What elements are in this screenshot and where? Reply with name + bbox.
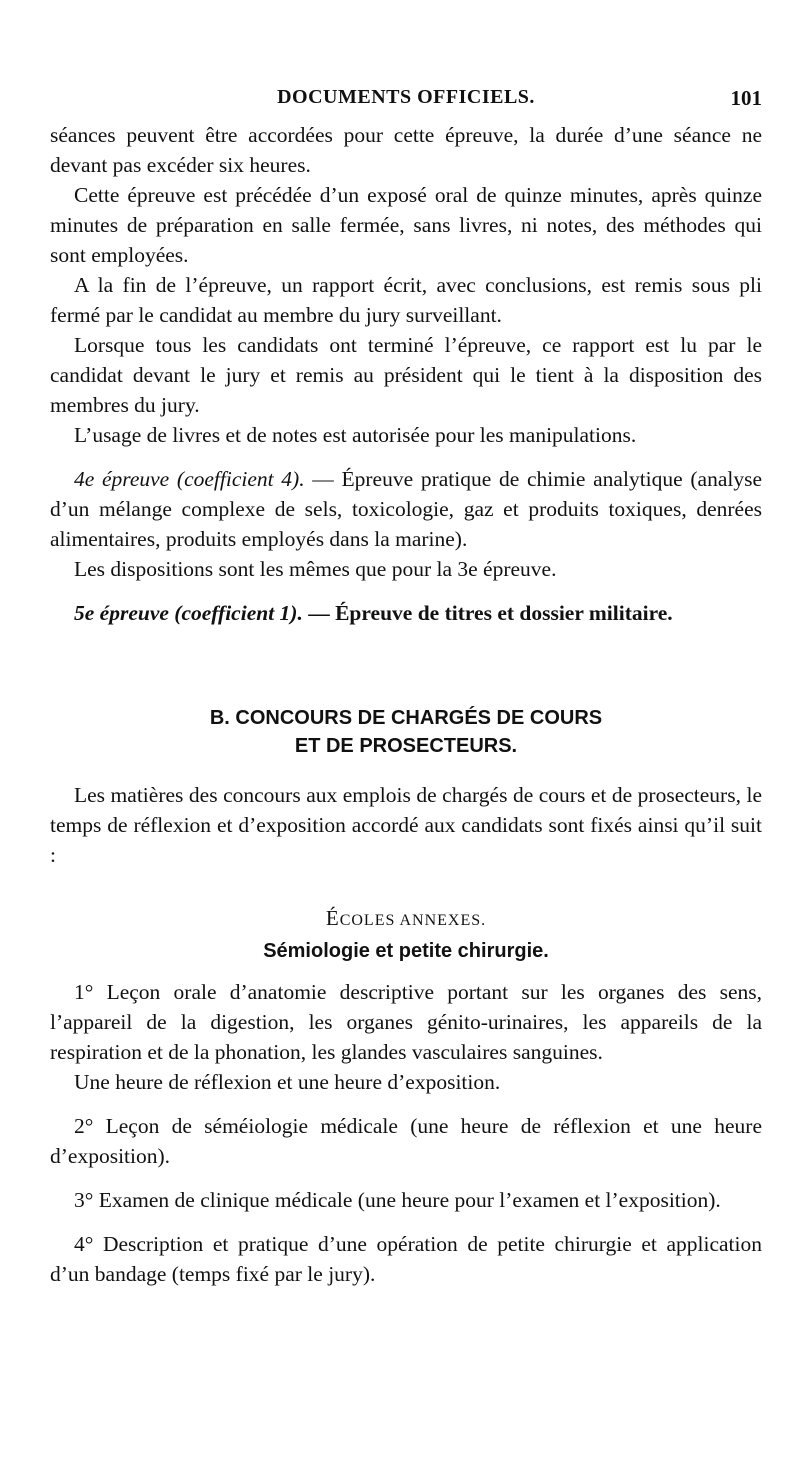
page-number: 101: [730, 86, 762, 110]
paragraph-usage-livres: L’usage de livres et de notes est autorisée pour les manipulations.: [74, 423, 637, 447]
list-item: 3° Examen de clinique médicale (une heure pour l’examen et l’exposition).: [74, 1188, 721, 1212]
section-title-line-2: ET DE PROSECTEURS.: [294, 735, 518, 757]
paragraph-epreuve-5: [50, 598, 762, 628]
paragraph-seances: séances peuvent être accordées pour cette épreuve, la durée d’une séance ne devant pas excéder six heures.: [50, 123, 762, 177]
document-page: [50, 86, 762, 1289]
section-title: [50, 704, 762, 760]
paragraph-section-intro: Les matières des concours aux emplois de chargés de cours et de prosecteurs, le temps de réflexion et d’exposition accordé aux candidats sont fixés ainsi qu’il suit :: [50, 783, 762, 867]
list-item: 4° Description et pratique d’une opération de petite chirurgie et application d’un bandage (temps fixé par le jury).: [50, 1232, 762, 1286]
epreuve-4-label: 4e épreuve (coefficient 4).: [74, 467, 305, 491]
paragraph-rapport: A la fin de l’épreuve, un rapport écrit, avec conclusions, est remis sous pli fermé par le candidat au membre du jury surveillant.: [50, 273, 762, 327]
list-item: 1° Leçon orale d’anatomie descriptive portant sur les organes des sens, l’appareil de la digestion, les organes génito-urinaires, les appareils de la respiration et de la phonation, les glandes vasculaires sanguines.: [50, 980, 762, 1064]
section-title-line-1: B. CONCOURS DE CHARGÉS DE COURS: [209, 707, 603, 729]
paragraph-lecture-rapport: Lorsque tous les candidats ont terminé l’épreuve, ce rapport est lu par le candidat devant le jury et remis au président qui le tient à la disposition des membres du jury.: [50, 333, 762, 417]
paragraph-expose-oral: Cette épreuve est précédée d’un exposé oral de quinze minutes, après quinze minutes de préparation en salle fermée, sans livres, ni notes, des méthodes qui sont employées.: [50, 183, 762, 267]
page-header: [50, 86, 762, 120]
subheading-initial: É: [325, 906, 340, 930]
subheading-rest: COLES ANNEXES.: [339, 912, 487, 929]
epreuve-5-label: 5e épreuve (coefficient 1).: [74, 601, 303, 625]
subheading-semiologie: Sémiologie et petite chirurgie.: [263, 940, 549, 962]
epreuve-5-text: — Épreuve de titres et dossier militaire.: [302, 601, 673, 625]
epreuve-4-text: — Épreuve pratique de chimie analytique (analyse d’un mélange complexe de sels, toxicologie, gaz et produits toxiques, denrées alimentaires, produits employés dans la marine).: [50, 467, 763, 551]
subheading-ecoles-annexes: [50, 906, 762, 931]
list-item: Une heure de réflexion et une heure d’exposition.: [74, 1070, 501, 1094]
list-item: 2° Leçon de séméiologie médicale (une heure de réflexion et une heure d’exposition).: [50, 1114, 762, 1168]
running-title: DOCUMENTS OFFICIELS.: [277, 86, 535, 108]
paragraph-epreuve-4: [50, 464, 762, 554]
paragraph-dispositions: Les dispositions sont les mêmes que pour la 3e épreuve.: [74, 557, 557, 581]
